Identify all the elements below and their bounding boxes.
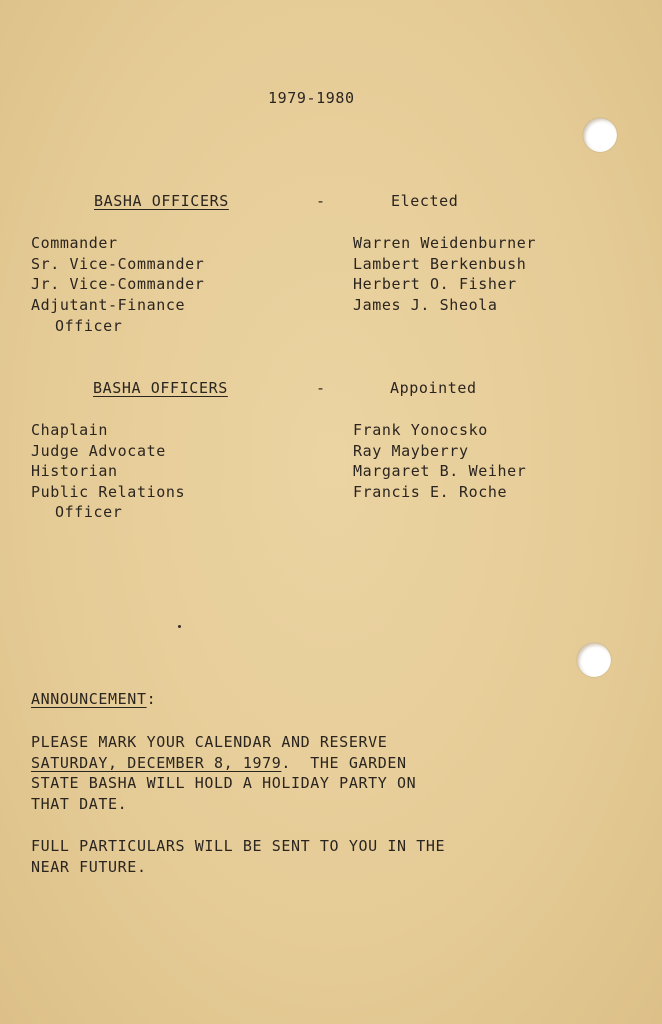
officer-title: Commander	[31, 234, 118, 252]
punch-hole-bottom	[577, 643, 611, 677]
announcement-line: THAT DATE.	[31, 795, 128, 813]
officer-title-continued: Officer	[55, 317, 123, 335]
announcement-line: STATE BASHA WILL HOLD A HOLIDAY PARTY ON	[31, 774, 417, 792]
appointed-heading-dash: -	[316, 379, 326, 397]
announcement-heading: ANNOUNCEMENT	[31, 690, 147, 708]
appointed-label: Appointed	[390, 379, 477, 397]
announcement-line: PLEASE MARK YOUR CALENDAR AND RESERVE	[31, 733, 388, 751]
elected-officers-heading: BASHA OFFICERS	[94, 192, 229, 210]
officer-name: Frank Yonocsko	[353, 421, 488, 439]
announcement-line: FULL PARTICULARS WILL BE SENT TO YOU IN THE	[31, 837, 446, 855]
officer-name: Warren Weidenburner	[353, 234, 536, 252]
officer-title: Adjutant-Finance	[31, 296, 186, 314]
officer-name: Margaret B. Weiher	[353, 462, 527, 480]
appointed-officers-heading: BASHA OFFICERS	[93, 379, 228, 397]
elected-label: Elected	[391, 192, 459, 210]
elected-heading-dash: -	[316, 192, 326, 210]
officer-title: Historian	[31, 462, 118, 480]
officer-name: Herbert O. Fisher	[353, 275, 517, 293]
announcement-heading-line	[31, 689, 156, 709]
year-heading: 1979-1980	[268, 89, 355, 107]
announcement-line: NEAR FUTURE.	[31, 858, 147, 876]
officer-name: Ray Mayberry	[353, 442, 469, 460]
announcement-colon: :	[146, 690, 157, 708]
officer-name: Lambert Berkenbush	[353, 255, 527, 273]
officer-title: Judge Advocate	[31, 442, 166, 460]
punch-hole-top	[583, 118, 617, 152]
officer-name: James J. Sheola	[353, 296, 498, 314]
officer-title-continued: Officer	[55, 503, 123, 521]
announcement-line	[31, 753, 407, 773]
officer-name: Francis E. Roche	[353, 483, 508, 501]
officer-title: Public Relations	[31, 483, 186, 501]
officer-title: Jr. Vice-Commander	[31, 275, 205, 293]
paper-speck	[178, 625, 181, 628]
officer-title: Chaplain	[31, 421, 109, 439]
officer-title: Sr. Vice-Commander	[31, 255, 205, 273]
party-date: SATURDAY, DECEMBER 8, 1979	[31, 754, 282, 772]
announcement-line-rest: . THE GARDEN	[281, 754, 407, 772]
